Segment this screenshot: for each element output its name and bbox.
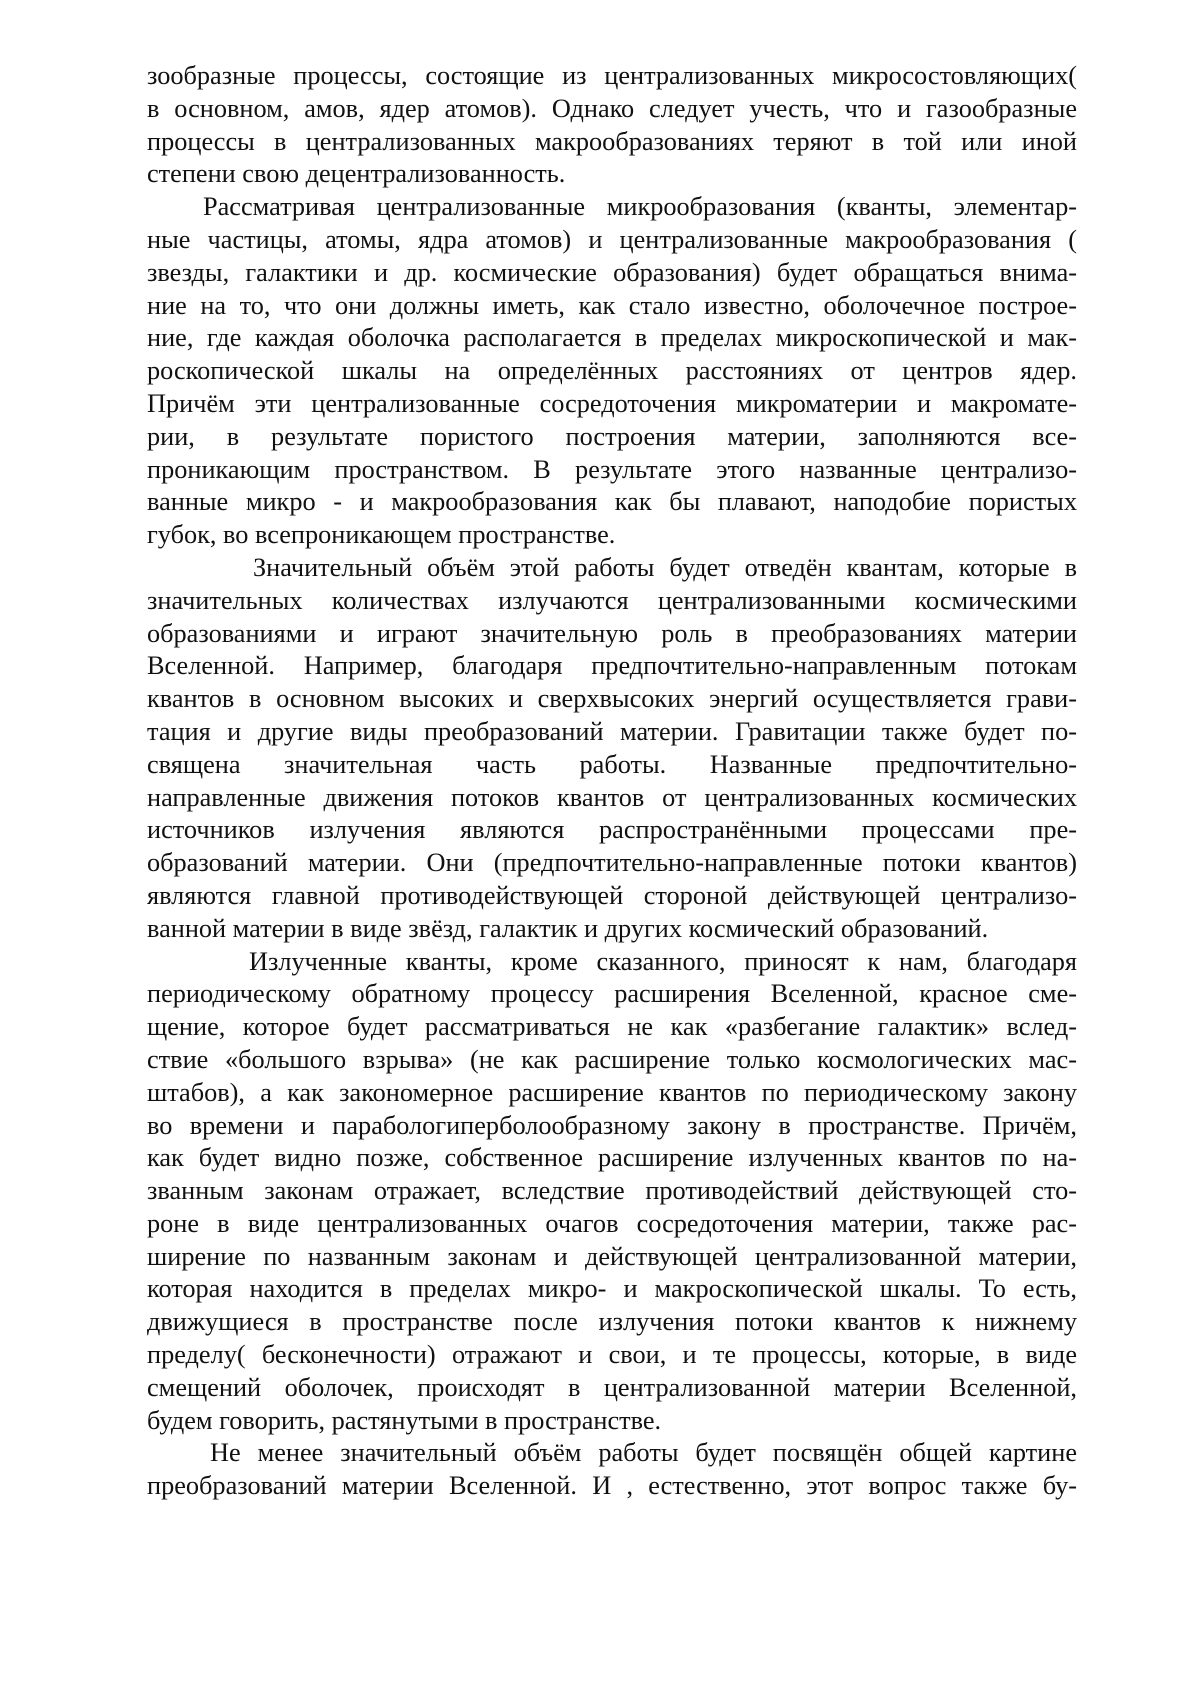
text-line: щение, которое будет рассматриваться не как «разбегание галактик» вслед-: [147, 1012, 1077, 1042]
text-line: преобразований материи Вселенной. И , естественно, этот вопрос также бу-: [147, 1471, 1077, 1501]
text-line: звезды, галактики и др. космические образования) будет обращаться внима-: [147, 257, 1077, 287]
text-line: проникающим пространством. В результате этого названные централизо-: [147, 454, 1077, 484]
text-line: Излученные кванты, кроме сказанного, приносят к нам, благодаря: [249, 946, 1077, 976]
text-line: губок, во всепроникающем пространстве.: [147, 520, 616, 550]
text-line: пределу( бесконечности) отражают и свои, и те процессы, которые, в виде: [147, 1340, 1077, 1370]
text-line: рии, в результате пористого построения материи, заполняются все-: [147, 421, 1077, 451]
text-line: ние на то, что они должны иметь, как стало известно, оболочечное построе-: [147, 290, 1077, 320]
text-line: ные частицы, атомы, ядра атомов) и централизованные макрообразования (: [147, 224, 1077, 254]
text-line: Причём эти централизованные сосредоточения микроматерии и макромате-: [147, 388, 1077, 418]
text-line: которая находится в пределах микро- и макроскопической шкалы. То есть,: [147, 1274, 1077, 1304]
text-line: процессы в централизованных макрообразованиях теряют в той или иной: [147, 126, 1077, 156]
text-line: будем говорить, растянутыми в пространстве.: [147, 1405, 662, 1435]
text-line: периодическому обратному процессу расширения Вселенной, красное сме-: [147, 979, 1077, 1009]
text-line: штабов), а как закономерное расширение квантов по периодическому закону: [147, 1077, 1077, 1107]
text-line: смещений оболочек, происходят в централизованной материи Вселенной,: [147, 1372, 1077, 1402]
text-line: ширение по названным законам и действующей централизованной материи,: [147, 1241, 1077, 1271]
paragraph-5: [147, 1437, 1077, 1503]
text-line: степени свою децентрализованность.: [147, 159, 566, 189]
text-line: источников излучения являются распространёнными процессами пре-: [147, 815, 1077, 845]
text-line: в основном, амов, ядер атомов). Однако следует учесть, что и газообразные: [147, 93, 1077, 123]
body-text: [147, 60, 1077, 1503]
text-line: Значительный объём этой работы будет отведён квантам, которые в: [253, 552, 1077, 582]
text-line: роне в виде централизованных очагов сосредоточения материи, также рас-: [147, 1208, 1077, 1238]
text-line: образований материи. Они (предпочтительно-направленные потоки квантов): [147, 848, 1077, 878]
text-line: роскопической шкалы на определённых расстояниях от центров ядер.: [147, 356, 1077, 386]
paragraph-1: [147, 60, 1077, 191]
text-line: Вселенной. Например, благодаря предпочтительно-направленным потокам: [147, 651, 1077, 681]
text-line: движущиеся в пространстве после излучения потоки квантов к нижнему: [147, 1307, 1077, 1337]
paragraph-3: [147, 552, 1077, 946]
paragraph-2: [147, 191, 1077, 552]
text-line: священа значительная часть работы. Названные предпочтительно-: [147, 749, 1077, 779]
text-line: Не менее значительный объём работы будет посвящён общей картине: [210, 1438, 1077, 1468]
text-line: зообразные процессы, состоящие из централизованных микросостовляющих(: [147, 61, 1077, 90]
text-line: ние, где каждая оболочка располагается в пределах микроскопической и мак-: [147, 323, 1077, 353]
text-line: являются главной противодействующей стороной действующей централизо-: [147, 880, 1077, 910]
text-line: во времени и парабологиперболообразному закону в пространстве. Причём,: [147, 1110, 1077, 1140]
text-line: значительных количествах излучаются централизованными космическими: [147, 585, 1077, 615]
text-line: тация и другие виды преобразований материи. Гравитации также будет по-: [147, 716, 1077, 746]
text-line: ванной материи в виде звёзд, галактик и других космический образований.: [147, 913, 989, 943]
text-line: направленные движения потоков квантов от централизованных космических: [147, 782, 1077, 812]
text-line: квантов в основном высоких и сверхвысоких энергий осуществляется грави-: [147, 684, 1077, 714]
text-line: званным законам отражает, вследствие противодействий действующей сто-: [147, 1176, 1077, 1206]
paragraph-4: [147, 946, 1077, 1438]
text-line: как будет видно позже, собственное расширение излученных квантов по на-: [147, 1143, 1077, 1173]
text-line: образованиями и играют значительную роль в преобразованиях материи: [147, 618, 1077, 648]
text-line: Рассматривая централизованные микрообразования (кванты, элементар-: [203, 192, 1077, 222]
text-line: ванные микро - и макрообразования как бы плавают, наподобие пористых: [147, 487, 1077, 517]
text-line: ствие «большого взрыва» (не как расширение только космологических мас-: [147, 1044, 1077, 1074]
